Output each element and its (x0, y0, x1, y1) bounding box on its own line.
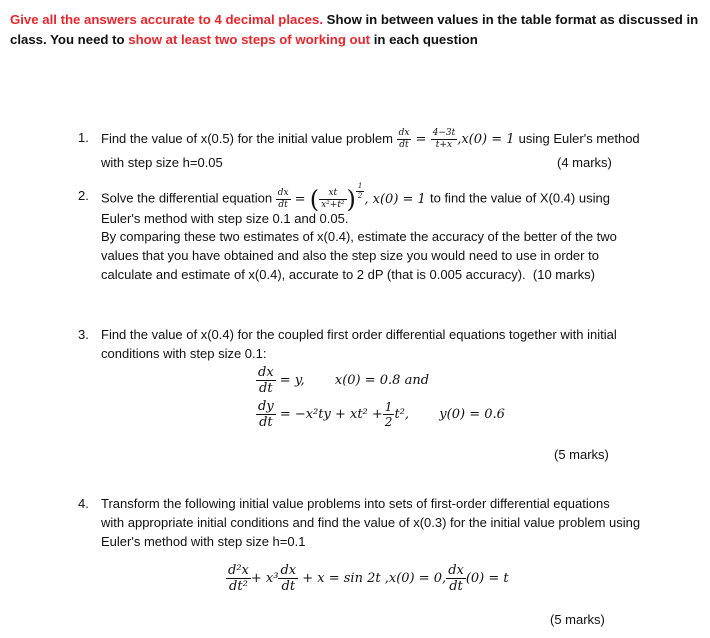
q3-eq2 (256, 400, 505, 429)
q4-line1: Transform the following initial value problems into sets of first-order differential equations (101, 496, 610, 511)
q2-tail: to find the value of X(0.4) using (429, 190, 610, 206)
instruction-steps: show at least two steps of working out (128, 32, 371, 47)
q1-cond: ,x(0) = 1 (457, 132, 515, 147)
q2-line3: By comparing these two estimates of x(0.4), estimate the accuracy of the better of the two (101, 229, 617, 244)
q1-rhs-num: 4−3t (432, 128, 456, 138)
q3-marks: (5 marks) (554, 447, 609, 462)
q1-eq: = (415, 132, 427, 147)
q4-rest: + x = sin 2t (302, 571, 381, 586)
q2-exp-den: 2 (357, 192, 363, 200)
q3-line1: Find the value of x(0.4) for the coupled first order differential equations together with initial (101, 327, 617, 342)
q1-rhs-den: t+x (435, 140, 453, 150)
q3-eq2-num: dy (258, 399, 274, 414)
q2-lhs-num: dx (277, 187, 289, 198)
q2-inner-den: x²+t² (321, 199, 345, 210)
q1-number: 1. (78, 130, 89, 145)
q3-eq1-cond: x(0) = 0.8 and (334, 373, 430, 388)
q4-dx2-den: dt (449, 579, 463, 594)
q3-eq1 (256, 366, 429, 395)
q4-number: 4. (78, 496, 89, 511)
q3-line2: conditions with step size 0.1: (101, 346, 267, 361)
q1-tail: using Euler's method (518, 131, 640, 146)
q2-exp-num: 1 (357, 182, 363, 190)
q3-eq2-tail: t², (394, 407, 410, 422)
q3-eq1-num: dx (258, 365, 274, 380)
q2-line5 (101, 266, 595, 284)
q2-inner-num: xt (319, 189, 346, 200)
q1-equation (397, 128, 519, 150)
q2-cond: , x(0) = 1 (364, 191, 426, 207)
q3-eq2-rhs: = −x²ty + xt² + (279, 407, 383, 422)
q3-eq1-rhs: = y, (279, 373, 305, 388)
q1-marks: (4 marks) (557, 155, 612, 170)
q2-line1 (101, 182, 610, 213)
q3-eq2-frac-den: 2 (384, 415, 393, 429)
q2-equation: $\frac{dx}{dt}$ = ( $\frac{xt}{\text{x²+t²}}$ ) $\frac{1}{2}$ , x(0) = 1 (277, 182, 426, 213)
q1-line1 (101, 129, 640, 150)
q2-line4: values that you have obtained and also the step size you would need to use in order to (101, 248, 599, 263)
q3-eq2-frac-num: 1 (384, 400, 393, 414)
q4-equation (226, 564, 509, 593)
q2-number: 2. (78, 188, 89, 203)
q2-text: Solve the differential equation (101, 190, 273, 206)
q2-line2: Euler's method with step size 0.1 and 0.05. (101, 211, 349, 226)
q4-plus-x3: + x³ (250, 571, 279, 586)
q3-eq2-den: dt (259, 415, 273, 430)
q4-marks: (5 marks) (550, 612, 605, 627)
instruction-tail: in each question (370, 32, 478, 47)
q4-line2: with appropriate initial conditions and find the value of x(0.3) for the initial value problem using (101, 515, 641, 530)
q2-marks: (10 marks) (532, 267, 596, 282)
q1-line2: with step size h=0.05 (101, 155, 223, 170)
q3-eq1-den: dt (259, 381, 273, 396)
q1-lhs-num: dx (398, 128, 410, 138)
q2-eq: = (294, 191, 306, 207)
q1-lhs-den: dt (399, 140, 409, 150)
q4-cond2: (0) = t (465, 571, 509, 586)
q4-line3: Euler's method with step size h=0.1 (101, 534, 306, 549)
q4-dx-num: dx (280, 563, 297, 578)
q4-d2-num: d²x (228, 563, 249, 578)
q2-line5-text: calculate and estimate of x(0.4), accurate to 2 dP (that is 0.005 accuracy). (101, 267, 526, 282)
q4-cond1: ,x(0) = 0, (384, 571, 447, 586)
q2-lhs-den: dt (278, 199, 288, 210)
q4-dx-den: dt (281, 579, 296, 594)
q3-eq2-cond: y(0) = 0.6 (439, 407, 505, 422)
q3-number: 3. (78, 327, 89, 342)
q4-d2-den: dt² (229, 579, 248, 594)
instructions-header (10, 10, 700, 50)
instruction-accuracy: Give all the answers accurate to 4 decimal places. (10, 12, 323, 27)
q1-text: Find the value of x(0.5) for the initial value problem (101, 131, 393, 146)
instruction-table: Show in between values in the table format as discussed in class. You need to (10, 12, 699, 47)
q4-dx2-num: dx (448, 563, 464, 578)
